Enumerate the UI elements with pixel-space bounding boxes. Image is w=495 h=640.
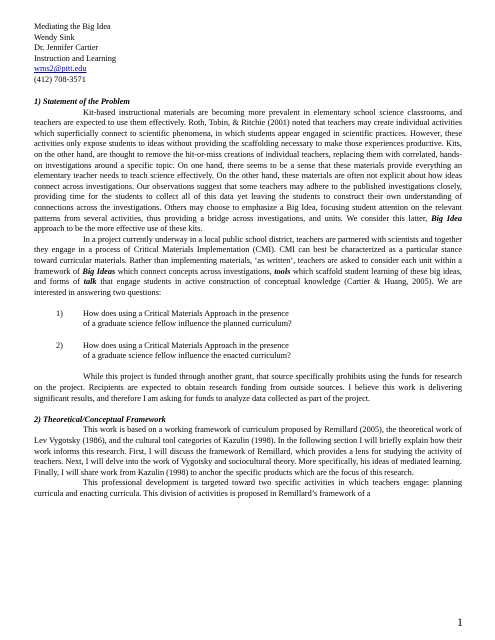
paragraph: Kit-based instructional materials are becoming more prevalent in elementary school science classrooms, and teachers are expected to use them effectively. Roth, Tobin, & Ritchie (2001) noted that teachers may create individual activities which superficially connect to scientific phenomena, in which students appear engaged in scientific practices. However, these activities only expose students to ideas without providing the scaffolding necessary to make those experiences productive. Kits, on the other hand, are thought to remove the hit-or-miss creations of individual teachers, replacing them with correlated, hands-on investigations around a specific topic. On one hand, there seems to be a sense that these materials provide everything an elementary teacher needs to teach science effectively. On the other hand, these materials are often not explicit about how ideas connect across investigations. Our observations suggest that some teachers may adhere to the published investigations closely, providing time for the students to collect all of this data yet leaving the students to construct their own understanding of connections across the investigations. Others may choose to emphasize a Big Idea, focusing student attention on the relevant patterns from several activities, thus providing a bridge across investigations, and units. We consider this latter, Big Idea approach to be the more effective use of these kits.	[34, 107, 462, 234]
body-content	[34, 97, 462, 500]
department: Instruction and Learning	[34, 53, 117, 63]
email-link[interactable]: wms2@pitt.edu	[34, 64, 87, 74]
research-question: 1) How does using a Critical Materials Approach in the presence of a graduate science fellow influence the planned curriculum?	[56, 308, 292, 329]
section-heading-framework: 2) Theoretical/Conceptual Framework	[34, 414, 166, 424]
document-title: Mediating the Big Idea	[34, 22, 111, 31]
paragraph: This professional development is targeted toward two specific activities in which teachers engage: planning curricula and enacting curricula. This division of activities is proposed in Remillard’s framework of a	[34, 478, 462, 498]
author-name: Wendy Sink	[34, 32, 75, 42]
paragraph: This work is based on a working framework of curriculum proposed by Remillard (2005), the theoretical work of Lev Vygotsky (1986), and the cultural tool categories of Kazulin (1998). In the following section I will briefly explain how their work informs this research. First, I will discuss the framework of Remillard, which provides a lens for studying the activity of teachers. Next, I will delve into the work of Vygotsky and sociocultural theory. More specifically, his ideas of mediated learning. Finally, I will share work from Kazulin (1998) to anchor the specific products which are the focus of this research.	[34, 425, 462, 477]
paragraph: In a project currently underway in a local public school district, teachers are partnered with scientists and together they engage in a process of Critical Materials Implementation (CMI). CMI can best be characterized as a particular stance toward curricular materials. Rather than implementing materials, ‘as written’, teachers are asked to consider each unit within a framework of Big Ideas which connect concepts across investigations, tools which scaffold student learning of these big ideas, and forms of talk that engage students in active construction of conceptual knowledge (Cartier & Huang, 2005). We are interested in answering two questions:	[34, 234, 463, 297]
page-number: 1	[457, 615, 463, 629]
advisor-name: Dr. Jennifer Cartier	[34, 43, 99, 53]
header-block	[34, 22, 116, 86]
emphasis: talk	[83, 277, 97, 287]
emphasis: tools	[274, 266, 291, 276]
emphasis: Big Ideas	[82, 266, 116, 276]
phone-number: (412) 708-3571	[34, 74, 86, 84]
paragraph: While this project is funded through another grant, that source specifically prohibits using the funds for research on the project. Recipients are expected to obtain research funding from outside sources. I believe this work is delivering significant results, and therefore I am asking for funds to analyze data collected as part of the project.	[34, 372, 462, 403]
section-heading-problem: 1) Statement of the Problem	[34, 97, 130, 106]
research-question: 2) How does using a Critical Materials Approach in the presence of a graduate science fellow influence the enacted curriculum?	[56, 340, 291, 361]
emphasis: Big Idea	[431, 213, 462, 223]
